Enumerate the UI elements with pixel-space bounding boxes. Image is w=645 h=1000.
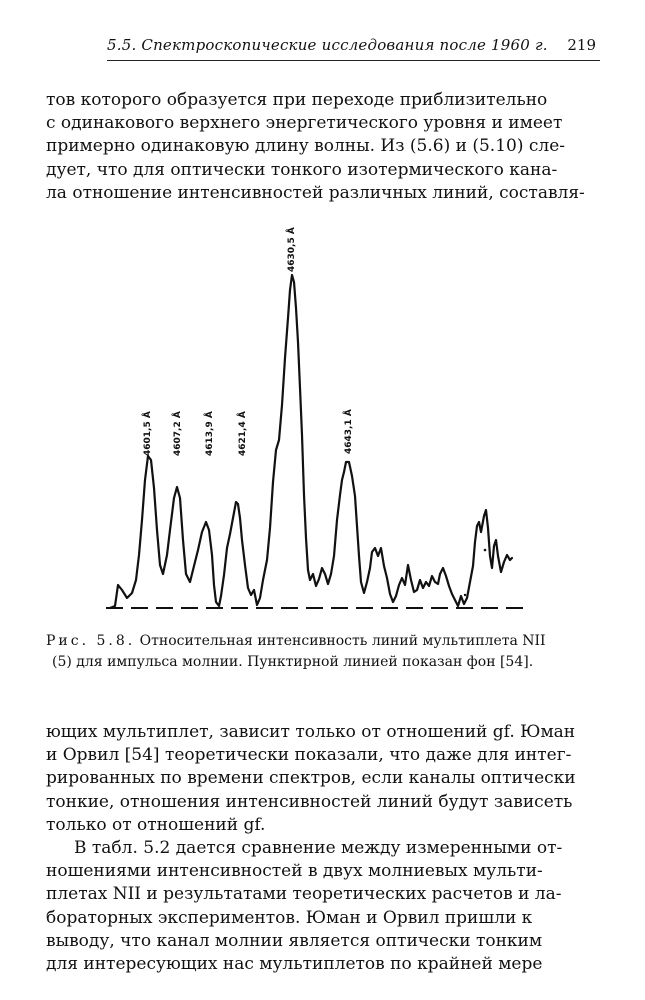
peak-label-4643: 4643,1 Å bbox=[344, 409, 354, 454]
header-rule bbox=[107, 60, 600, 61]
text-line: рированных по времени спектров, если каналы оптически bbox=[46, 768, 576, 789]
curve-dot bbox=[464, 594, 466, 596]
running-title: 5.5. Спектроскопические исследования после 1960 г. bbox=[107, 36, 548, 54]
text-line: ла отношение интенсивностей различных линий, составля- bbox=[46, 182, 585, 203]
spectrum-figure bbox=[100, 210, 540, 620]
text-line: ношениями интенсивностей в двух молниевых мульти- bbox=[46, 861, 543, 882]
peak-label-4607: 4607,2 Å bbox=[173, 411, 183, 456]
text-line: только от отношений gf. bbox=[46, 814, 266, 835]
text-line: плетах NII и результатами теоретических расчетов и ла- bbox=[46, 884, 562, 905]
peak-label-4630: 4630,5 Å bbox=[287, 227, 297, 272]
text-line: ющих мультиплет, зависит только от отношений gf. Юман bbox=[46, 722, 576, 742]
text-line: тонкие, отношения интенсивностей линий будут зависеть bbox=[46, 791, 573, 812]
caption-line-2: (5) для импульса молнии. Пунктирной линией показан фон [54]. bbox=[52, 654, 534, 670]
caption-prefix: Рис. 5.8. bbox=[46, 633, 136, 649]
peak-label-4621: 4621,4 Å bbox=[238, 411, 248, 456]
text-line: примерно одинаковую длину волны. Из (5.6) и (5.10) сле- bbox=[46, 136, 566, 157]
text-line: бораторных экспериментов. Юман и Орвил пришли к bbox=[46, 907, 533, 928]
page-number: 219 bbox=[567, 36, 596, 54]
figure-caption bbox=[46, 631, 600, 673]
text-line: с одинакового верхнего энергетического уровня и имеет bbox=[46, 113, 563, 134]
text-line: для интересующих нас мультиплетов по крайней мере bbox=[46, 954, 543, 975]
curve-dots bbox=[464, 549, 487, 596]
paragraph-top bbox=[46, 89, 600, 205]
caption-line-1: Относительная интенсивность линий мультиплета NII bbox=[139, 633, 546, 649]
peak-label-4613: 4613,9 Å bbox=[205, 411, 215, 456]
spectrum-curve bbox=[110, 275, 512, 608]
text-line: и Орвил [54] теоретически показали, что даже для интег- bbox=[46, 745, 572, 766]
peak-labels bbox=[142, 227, 354, 456]
curve-dot bbox=[484, 549, 487, 552]
text-line: В табл. 5.2 дается сравнение между измеренными от- bbox=[74, 838, 563, 859]
text-line: выводу, что канал молнии является оптически тонким bbox=[46, 930, 543, 951]
peak-label-4601: 4601,5 Å bbox=[143, 411, 153, 456]
running-header bbox=[107, 36, 600, 66]
text-line: тов которого образуется при переходе приблизительно bbox=[46, 90, 548, 110]
text-line: дует, что для оптически тонкого изотермического кана- bbox=[46, 159, 558, 180]
paragraph-bottom bbox=[46, 721, 600, 976]
